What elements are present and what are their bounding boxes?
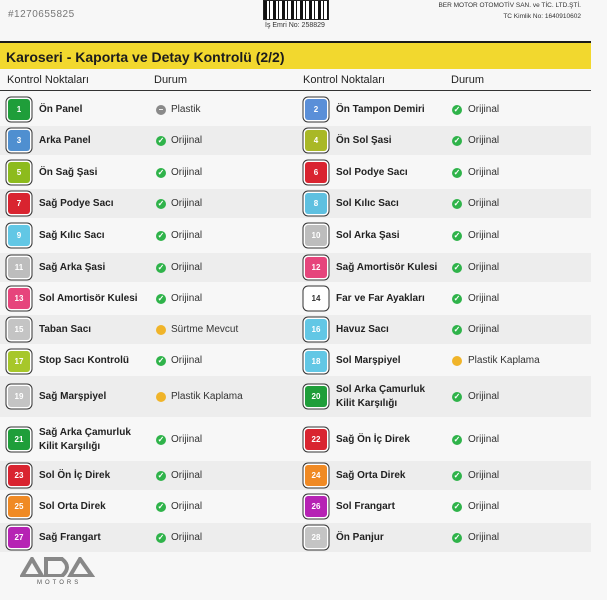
point-label: Sol Ön İç Direk [39, 469, 111, 481]
status-text: Orijinal [468, 261, 500, 273]
company-id: TC Kimlik No: 1640910602 [503, 13, 581, 20]
point-number-badge: 12 [305, 257, 327, 278]
logo-mark-icon [20, 557, 96, 577]
col-header-status-left: Durum [154, 74, 188, 86]
status-text: Orijinal [468, 323, 500, 335]
company-info [438, 0, 581, 22]
status-text: Orijinal [171, 134, 203, 146]
point-label: Sol Kılıc Sacı [336, 197, 399, 209]
check-icon: ✓ [157, 293, 165, 303]
point-label: Sağ Kılıc Sacı [39, 229, 105, 241]
status-text: Orijinal [171, 229, 203, 241]
point-label: Sağ Frangart [39, 531, 101, 543]
status-text: Orijinal [468, 531, 500, 543]
status-text: Orijinal [468, 134, 500, 146]
point-label: Ön Tampon Demiri [336, 103, 425, 115]
check-icon: ✓ [157, 434, 165, 444]
point-label: Havuz Sacı [336, 323, 389, 335]
point-label: Ön Panjur [336, 531, 384, 543]
check-icon: ✓ [453, 470, 461, 480]
point-number-badge: 26 [305, 496, 327, 517]
status-text: Orijinal [468, 292, 500, 304]
status-text: Plastik Kaplama [468, 355, 540, 366]
check-icon: ✓ [157, 135, 165, 145]
status-text: Plastik [171, 103, 201, 115]
col-header-status-right: Durum [451, 74, 485, 86]
status-text: Orijinal [468, 433, 500, 445]
status-text: Orijinal [468, 166, 500, 178]
point-label: Sağ Arka Şasi [39, 261, 106, 273]
status-text: Orijinal [171, 292, 203, 304]
check-icon: ✓ [453, 391, 461, 401]
point-number-badge: 7 [8, 193, 30, 214]
warning-dot-icon [156, 392, 166, 402]
point-label: Far ve Far Ayakları [336, 292, 425, 304]
check-icon: ✓ [453, 262, 461, 272]
point-number-badge: 16 [305, 319, 327, 340]
point-label: Sağ Marşpiyel [39, 390, 107, 402]
check-icon: ✓ [157, 532, 165, 542]
status-text: Sürtme Mevcut [171, 323, 239, 335]
point-label: Sağ Podye Sacı [39, 197, 114, 209]
check-icon: ✓ [453, 104, 461, 114]
point-label: Sağ Ön İç Direk [336, 433, 410, 445]
warning-dot-icon [452, 356, 462, 366]
status-text: Orijinal [171, 531, 203, 543]
section-title-bar [0, 41, 591, 69]
point-label: Sağ Orta Direk [336, 469, 406, 481]
point-label: Sağ Amortisör Kulesi [336, 261, 438, 273]
check-icon: ✓ [157, 470, 165, 480]
point-number-badge: 4 [305, 130, 327, 151]
point-number-badge: 2 [305, 99, 327, 120]
status-text: Orijinal [468, 229, 500, 241]
point-label: Ön Sağ Şasi [39, 166, 98, 178]
check-icon: ✓ [157, 167, 165, 177]
point-number-badge: 18 [305, 351, 327, 372]
status-text: Orijinal [171, 433, 203, 445]
minus-icon: – [156, 105, 166, 115]
work-order-label: İş Emri No: 258829 [265, 22, 325, 29]
point-label: Sol Marşpiyel [336, 355, 401, 366]
status-text: Orijinal [171, 261, 203, 273]
point-number-badge: 14 [305, 288, 327, 309]
check-icon: ✓ [453, 293, 461, 303]
point-label: Arka Panel [39, 134, 91, 146]
logo-subtitle: MOTORS [37, 580, 82, 586]
status-text: Orijinal [468, 103, 500, 115]
point-label: Sol Amortisör Kulesi [39, 292, 138, 304]
point-number-badge: 11 [8, 257, 30, 278]
point-label: Sol Arka Şasi [336, 229, 400, 241]
status-text: Orijinal [468, 469, 500, 481]
check-icon: ✓ [157, 230, 165, 240]
point-label: Ön Panel [39, 103, 83, 115]
status-text: Orijinal [468, 197, 500, 209]
check-icon: ✓ [453, 198, 461, 208]
point-number-badge: 25 [8, 496, 30, 517]
check-icon: ✓ [157, 501, 165, 511]
point-number-badge: 23 [8, 465, 30, 486]
point-number-badge: 1 [8, 99, 30, 120]
point-number-badge: 8 [305, 193, 327, 214]
status-text: Orijinal [468, 390, 500, 402]
status-text: Orijinal [171, 469, 203, 481]
point-label: Sağ Arka Çamurluk Kilit Karşılığı [39, 426, 131, 452]
status-text: Plastik Kaplama [171, 390, 243, 402]
qr-code [263, 0, 329, 20]
check-icon: ✓ [453, 532, 461, 542]
col-header-points-right: Kontrol Noktaları [303, 74, 385, 86]
company-name: BER MOTOR OTOMOTİV SAN. ve TİC. LTD.ŞTİ. [438, 2, 581, 9]
check-icon: ✓ [453, 230, 461, 240]
point-number-badge: 3 [8, 130, 30, 151]
check-icon: ✓ [453, 324, 461, 334]
point-number-badge: 10 [305, 225, 327, 246]
check-icon: ✓ [453, 135, 461, 145]
point-label: Stop Sacı Kontrolü [39, 355, 129, 366]
point-label: Ön Sol Şasi [336, 134, 392, 146]
point-label: Sol Orta Direk [39, 500, 106, 512]
point-label: Sol Arka Çamurluk Kilit Karşılığı [336, 383, 426, 409]
point-number-badge: 22 [305, 429, 327, 450]
point-number-badge: 6 [305, 162, 327, 183]
point-number-badge: 24 [305, 465, 327, 486]
col-header-points-left: Kontrol Noktaları [7, 74, 89, 86]
point-number-badge: 19 [8, 386, 30, 407]
check-icon: ✓ [157, 262, 165, 272]
check-icon: ✓ [453, 434, 461, 444]
check-icon: ✓ [157, 356, 165, 365]
status-text: Orijinal [171, 166, 203, 178]
status-text: Orijinal [171, 355, 203, 366]
point-number-badge: 9 [8, 225, 30, 246]
status-text: Orijinal [468, 500, 500, 512]
id-number: #1270655825 [8, 9, 75, 20]
status-text: Orijinal [171, 500, 203, 512]
point-number-badge: 17 [8, 351, 30, 372]
point-number-badge: 13 [8, 288, 30, 309]
point-number-badge: 20 [305, 386, 327, 407]
status-text: Orijinal [171, 197, 203, 209]
check-icon: ✓ [157, 198, 165, 208]
point-number-badge: 5 [8, 162, 30, 183]
point-number-badge: 28 [305, 527, 327, 548]
point-number-badge: 27 [8, 527, 30, 548]
warning-dot-icon [156, 325, 166, 335]
check-icon: ✓ [453, 501, 461, 511]
point-label: Sol Podye Sacı [336, 166, 408, 178]
point-number-badge: 15 [8, 319, 30, 340]
section-title: Karoseri - Kaporta ve Detay Kontrolü (2/2) [6, 49, 285, 65]
point-label: Taban Sacı [39, 323, 92, 335]
point-number-badge: 21 [8, 429, 30, 450]
header-divider [0, 90, 591, 91]
point-label: Sol Frangart [336, 500, 395, 512]
check-icon: ✓ [453, 167, 461, 177]
